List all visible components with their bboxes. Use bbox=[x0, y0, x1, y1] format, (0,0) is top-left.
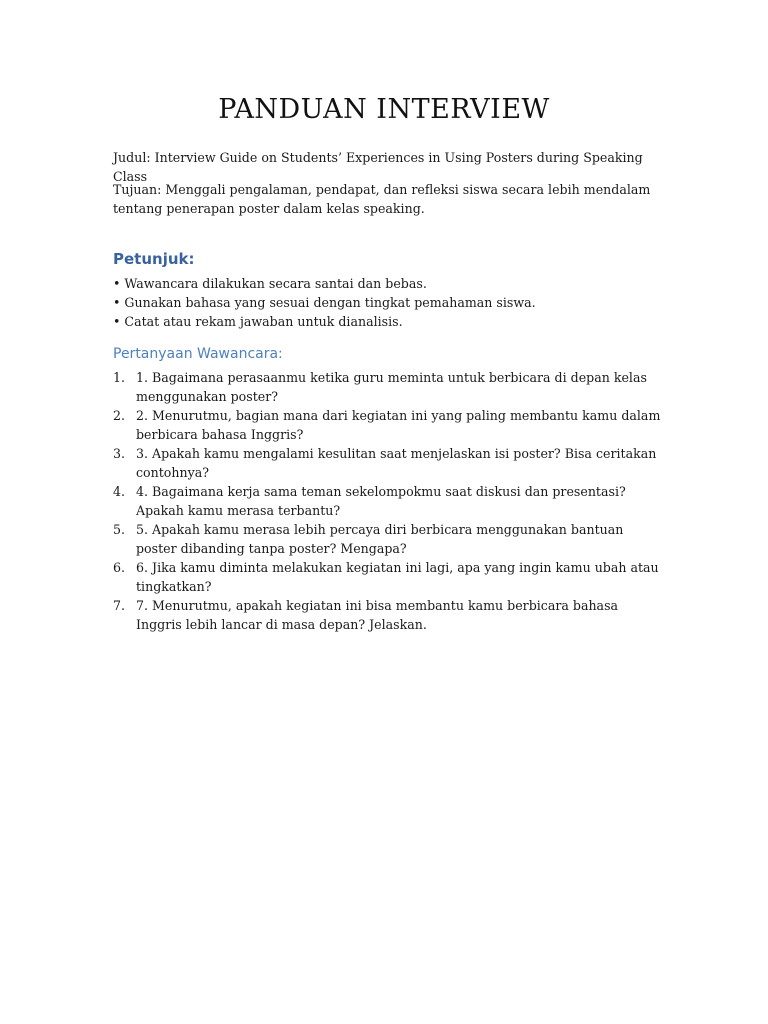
question-item bbox=[113, 368, 661, 406]
question-item bbox=[113, 406, 661, 444]
question-item bbox=[113, 482, 661, 520]
question-text: 6. Jika kamu diminta melakukan kegiatan ini lagi, apa yang ingin kamu ubah atau tingkatkan? bbox=[136, 560, 659, 594]
questions-list bbox=[113, 368, 661, 634]
list-item: • Wawancara dilakukan secara santai dan bebas. bbox=[113, 276, 427, 291]
list-item: • Catat atau rekam jawaban untuk dianalisis. bbox=[113, 314, 403, 330]
petunjuk-heading: Petunjuk: bbox=[113, 250, 195, 268]
question-number: 2. bbox=[113, 408, 126, 423]
question-text: 3. Apakah kamu mengalami kesulitan saat menjelaskan isi poster? Bisa ceritakan contohnya? bbox=[136, 446, 657, 480]
list-item: • Gunakan bahasa yang sesuai dengan tingkat pemahaman siswa. bbox=[113, 295, 536, 311]
judul-paragraph: Judul: Interview Guide on Students’ Experiences in Using Posters during Speaking Class bbox=[113, 150, 643, 184]
question-number: 7. bbox=[113, 598, 126, 613]
petunjuk-list bbox=[113, 274, 661, 332]
tujuan-paragraph: Tujuan: Menggali pengalaman, pendapat, dan refleksi siswa secara lebih mendalam tentang penerapan poster dalam kelas speaking. bbox=[113, 182, 651, 216]
question-number: 5. bbox=[113, 522, 126, 537]
question-text: 7. Menurutmu, apakah kegiatan ini bisa membantu kamu berbicara bahasa Inggris lebih lancar di masa depan? Jelaskan. bbox=[136, 598, 619, 632]
question-text: 2. Menurutmu, bagian mana dari kegiatan ini yang paling membantu kamu dalam berbicara bahasa Inggris? bbox=[136, 408, 661, 442]
question-item bbox=[113, 444, 661, 482]
question-item bbox=[113, 596, 661, 634]
question-number: 6. bbox=[113, 560, 126, 575]
question-text: 4. Bagaimana kerja sama teman sekelompokmu saat diskusi dan presentasi? Apakah kamu merasa terbantu? bbox=[136, 484, 626, 518]
question-text: 5. Apakah kamu merasa lebih percaya diri berbicara menggunakan bantuan poster dibanding tanpa poster? Mengapa? bbox=[136, 522, 624, 556]
pertanyaan-heading: Pertanyaan Wawancara: bbox=[113, 346, 283, 362]
question-number: 1. bbox=[113, 370, 126, 385]
question-number: 3. bbox=[113, 446, 126, 461]
question-text: 1. Bagaimana perasaanmu ketika guru meminta untuk berbicara di depan kelas menggunakan poster? bbox=[136, 370, 647, 404]
document-title: PANDUAN INTERVIEW bbox=[218, 94, 550, 125]
question-item bbox=[113, 558, 661, 596]
question-number: 4. bbox=[113, 484, 126, 499]
question-item bbox=[113, 520, 661, 558]
